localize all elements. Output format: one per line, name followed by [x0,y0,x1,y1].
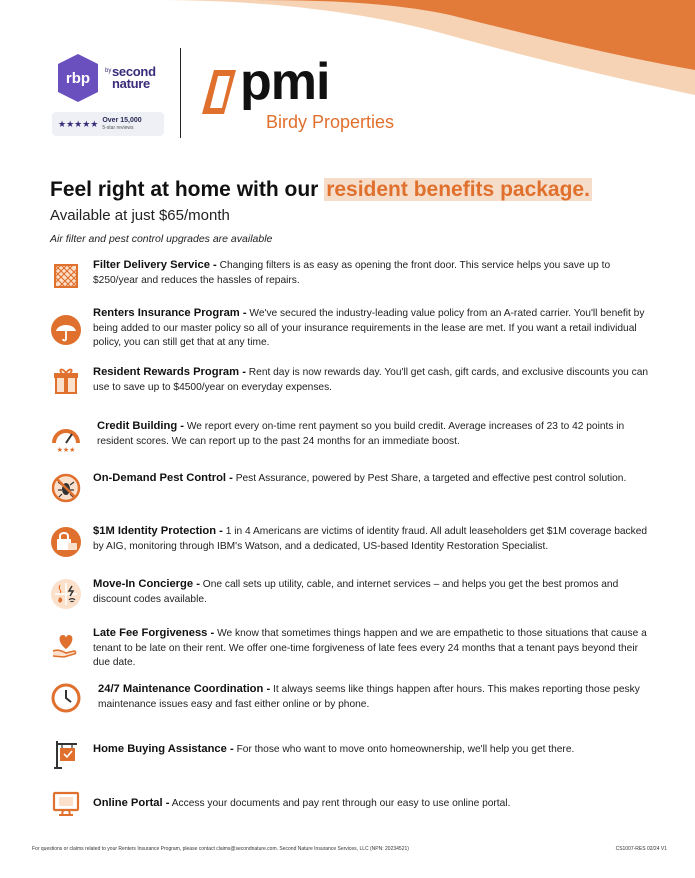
header-wave-graphic [0,0,695,110]
review-count: Over 15,000 [102,117,142,124]
gift-icon [50,365,82,397]
computer-monitor-icon [50,788,82,820]
page-headline [50,177,592,203]
footer-form-code: CS1007-RES 02/24 V1 [615,846,667,852]
pmi-logo-mark [200,68,238,116]
logo-divider [180,48,181,138]
review-badge [52,112,164,136]
rbp-by-label: by [105,68,112,74]
headline-lead: Feel right at home with our [50,178,325,201]
insurance-umbrella-icon [50,314,82,346]
benefit-description: Access your documents and pay rent through our easy to use online portal. [171,798,511,809]
clock-icon [50,682,82,714]
benefit-description: Rent day is now rewards day. You'll get cash, gift cards, and exclusive discounts you can use to save up to $4500/year on everyday expenses. [93,367,649,393]
air-filter-icon [50,260,82,292]
benefit-title: Home Buying Assistance - [93,743,234,755]
review-subtitle: 5-star reviews [102,125,134,131]
no-bugs-icon [50,472,82,504]
benefit-title: Renters Insurance Program - [93,307,247,319]
benefit-title: Credit Building - [97,420,185,432]
utilities-icon [50,578,82,610]
headline-highlight: resident benefits package. [326,178,590,201]
pmi-company-name: Birdy Properties [266,112,395,132]
benefit-description: One call sets up utility, cable, and internet services – and helps you get the best promos and discount codes available. [93,579,619,605]
benefit-title: Resident Rewards Program - [93,366,246,378]
benefit-description: For those who want to move onto homeownership, we'll help you get there. [236,744,575,755]
benefit-description: 1 in 4 Americans are victims of identity fraud. All adult leaseholders get $1M coverage backed by AIG, monitoring through IBM's Watson, and a dedicated, US-based Identity Restoration Specialist. [93,526,648,552]
benefit-description: We've secured the industry-leading value policy from an A-rated carrier. You'll benefit by being added to our master policy so all of your insurance requirements in the lease are met. If you want a retail individual policy, you can still get that at any time. [93,308,645,348]
pmi-logo-wordmark: pmi [240,53,330,111]
benefit-title: Filter Delivery Service - [93,259,217,271]
footer-disclaimer: For questions or claims related to your Renters Insurance Program, please contact claims@secondnature.com. Second Nature Insurance Services, LLC (NPN: 20234521) [32,846,409,852]
benefit-description: We know that sometimes things happen and we are empathetic to those situations that cause a tenant to be late on their rent. We offer one-time forgiveness of late fees every 24 months that a tenant pays beyond their due date. [93,628,647,668]
benefit-title: Move-In Concierge - [93,578,200,590]
rbp-logo [52,52,104,104]
five-stars-icon: ★★★★★ [58,118,99,129]
price-line: Available at just $65/month [50,207,230,224]
benefit-title: $1M Identity Protection - [93,525,223,537]
identity-lock-icon [50,526,82,558]
credit-gauge-icon [50,423,82,455]
benefit-title: On-Demand Pest Control - [93,472,233,484]
rbp-logo-text: rbp [65,70,91,87]
for-sale-sign-icon [50,738,82,770]
benefit-title: Late Fee Forgiveness - [93,627,215,639]
upgrades-note: Air filter and pest control upgrades are available [50,233,273,245]
benefit-title: 24/7 Maintenance Coordination - [98,683,271,695]
second-nature-brand: second nature [112,64,156,91]
benefit-description: We report every on-time rent payment so you build credit. Average increases of 23 to 42 points in resident scores. We can report up to the past 24 months for an immediate boost. [97,421,625,447]
heart-hand-icon [50,629,82,661]
svg-text:★★★: ★★★ [56,446,76,454]
benefit-description: Changing filters is as easy as opening the front door. This service helps you save up to $250/year and reduces the hassles of repairs. [93,260,611,286]
benefit-description: Pest Assurance, powered by Pest Share, a targeted and effective pest control solution. [235,473,627,484]
benefit-title: Online Portal - [93,797,170,809]
benefit-description: It always seems like things happen after hours. This makes reporting those pesky maintenance issues easy and fast either online or by phone. [98,684,640,710]
